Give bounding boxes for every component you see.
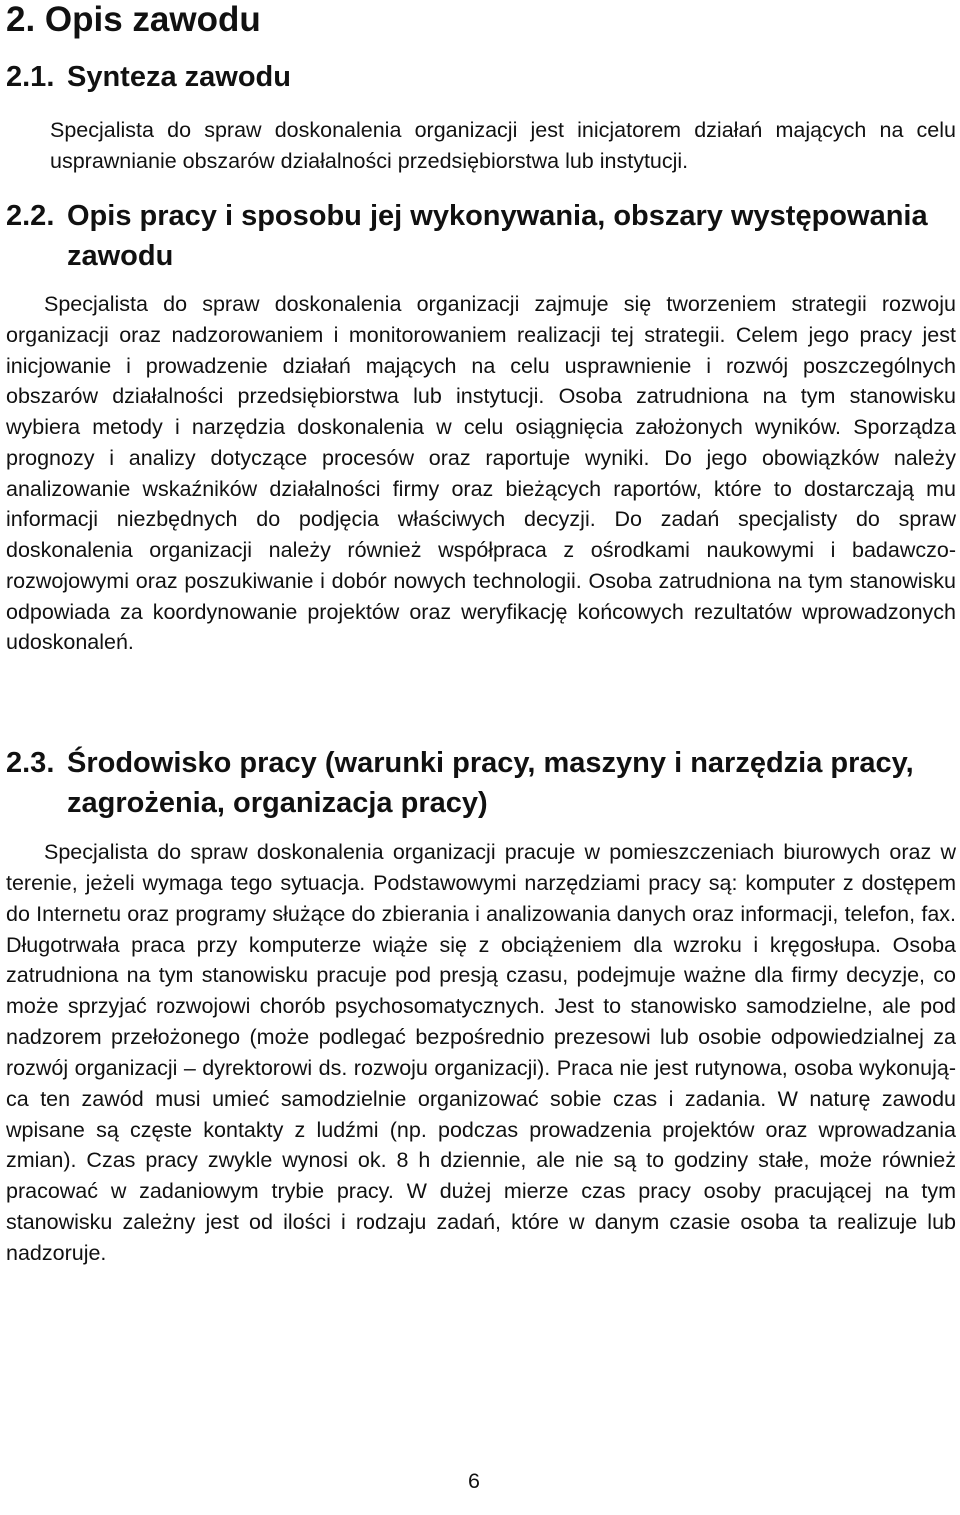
section-title: Synteza zawodu [67, 61, 291, 93]
section-heading-2-2 [6, 196, 956, 276]
chapter-heading: 2. Opis zawodu [6, 0, 261, 39]
section-number: 2.1. [6, 61, 55, 93]
section-heading-2-3 [6, 743, 956, 823]
section-title: Środowisko pracy (warunki pracy, maszyny i narzędzia pracy, zagrożenia, organizacja pracy) [67, 747, 914, 819]
section-paragraph-2-3: Specjalista do spraw doskonalenia organizacji pracuje w pomieszczeniach biurowych oraz w terenie, jeżeli wymaga tego sytuacja. Podstawowymi narzędziami pracy są: komputer z dostępem do Internetu oraz programy służące do zbierania i analizowania danych oraz informacji, telefon, fax. Długotrwała praca przy komputerze wiąże się z obciążeniem dla wzroku i kręgosłupa. Osoba zatrudniona na tym stanowisku pracuje pod presją czasu, podejmuje ważne dla firmy decyzje, co może sprzyjać rozwojowi chorób psychosomatycznych. Jest to stanowisko samodzielne, ale pod nadzorem przełożonego (może podlegać bezpośrednio prezesowi lub osobie odpowiedzialnej za rozwój organizacji – dyrektorowi ds. rozwoju organizacji). Praca nie jest rutynowa, osoba wykonująca ten zawód musi umieć samodzielnie organizować sobie czas i zadania. W naturę zawodu wpisane są częste kontakty z ludźmi (np. podczas prowadzenia projektów oraz wprowadzania zmian). Czas pracy zwykle wynosi ok. 8 h dziennie, ale nie są to godziny stałe, może również pracować w zadaniowym trybie pracy. W dużej mierze czas pracy osoby pracującej na tym stanowisku zależny jest od ilości i rodzaju zadań, które w danym czasie osoba ta realizuje lub nadzoruje. [6, 840, 956, 1265]
section-title: Opis pracy i sposobu jej wykonywania, obszary występowania zawodu [67, 200, 928, 272]
section-number: 2.2. [6, 200, 55, 232]
section-paragraph-2-1: Specjalista do spraw doskonalenia organizacji jest inicjatorem działań mających na celu usprawnianie obszarów działalności przedsiębiorstwa lub instytucji. [50, 118, 956, 173]
section-heading-2-1 [6, 57, 956, 97]
section-paragraph-2-2: Specjalista do spraw doskonalenia organizacji zajmuje się tworzeniem strategii rozwoju organizacji oraz nadzorowaniem i monitorowaniem realizacji tej strategii. Celem jego pracy jest inicjowanie i prowadzenie działań mających na celu usprawnienie i rozwój poszczególnych obszarów działalności przedsiębiorstwa lub instytucji. Osoba zatrudniona na tym stanowisku wybiera metody i narzędzia doskonalenia w celu osiągnięcia założonych wyników. Sporządza prognozy i analizy dotyczące procesów oraz raportuje wyniki. Do jego obowiązków należy analizowanie wskaźników działalności firmy oraz bieżących raportów, które to dostarczają mu informacji niezbędnych do podjęcia właściwych decyzji. Do zadań specjalisty do spraw doskonalenia organizacji należy również współpraca z ośrodkami naukowymi i badawczo-rozwojowymi oraz poszukiwanie i dobór nowych technologii. Osoba zatrudniona na tym stanowisku odpowiada za koordynowanie projektów oraz weryfikację końcowych rezultatów wprowadzonych udoskonaleń. [6, 292, 956, 655]
section-number: 2.3. [6, 747, 55, 779]
page-number: 6 [468, 1469, 480, 1493]
